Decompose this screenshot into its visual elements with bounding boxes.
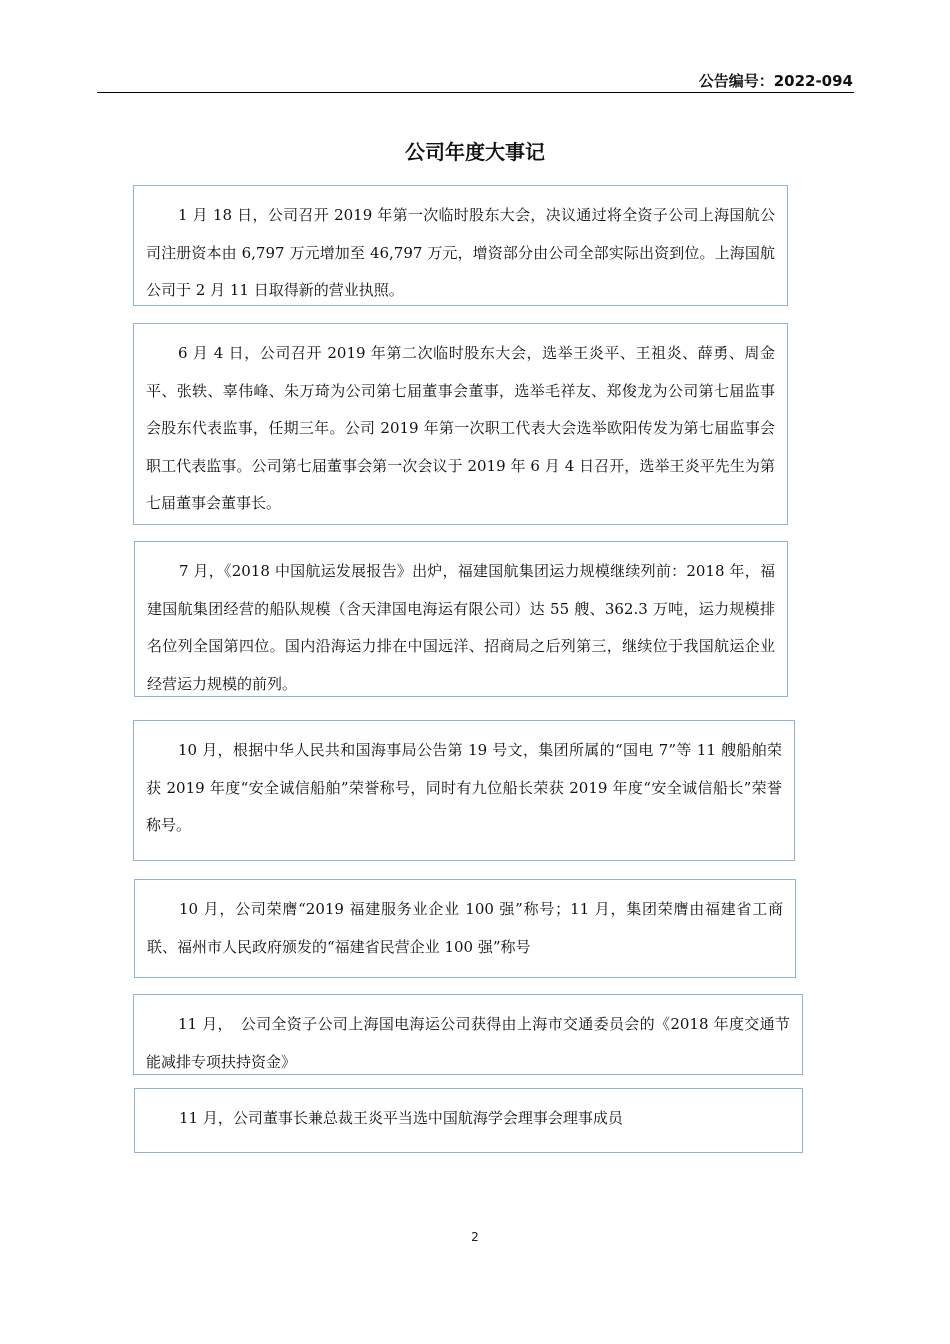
page-title: 公司年度大事记 <box>405 140 545 164</box>
event-box-6 <box>133 994 803 1075</box>
event-text: 10 月，公司荣膺“2019 福建服务业企业 100 强”称号；11 月，集团荣膺由福建省工商联、福州市人民政府颁发的“福建省民营企业 100 强”称号 <box>147 900 783 956</box>
event-box-7 <box>134 1088 803 1153</box>
event-text: 10 月，根据中华人民共和国海事局公告第 19 号文，集团所属的“国电 7”等 11 艘船舶荣获 2019 年度“安全诚信船舶”荣誉称号，同时有九位船长荣获 2019 年度“安全诚信船长”荣誉称号。 <box>146 741 782 834</box>
event-box-1 <box>133 185 788 306</box>
event-text: 11 月， 公司全资子公司上海国电海运公司获得由上海市交通委员会的《2018 年度交通节能减排专项扶持资金》 <box>146 1015 790 1071</box>
announcement-number: 公告编号：2022-094 <box>698 72 853 90</box>
header-divider <box>97 92 854 93</box>
event-text: 6 月 4 日，公司召开 2019 年第二次临时股东大会，选举王炎平、王祖炎、薛勇、周金平、张轶、辜伟峰、朱万琦为公司第七届董事会董事，选举毛祥友、郑俊龙为公司第七届监事会股东代表监事，任期三年。公司 2019 年第一次职工代表大会选举欧阳传发为第七届监事会职工代表监事。公司第七届董事会第一次会议于 2019 年 6 月 4 日召开，选举王炎平先生为第七届董事会董事长。 <box>146 344 775 512</box>
event-box-4 <box>133 720 795 861</box>
event-text: 7 月，《2018 中国航运发展报告》出炉，福建国航集团运力规模继续列前：2018 年，福建国航集团经营的船队规模（含天津国电海运有限公司）达 55 艘、362.3 万吨，运力规模排名位列全国第四位。国内沿海运力排在中国远洋、招商局之后列第三，继续位于我国航运企业经营运力规模的前列。 <box>147 562 775 693</box>
page-number: 2 <box>471 1230 479 1244</box>
event-box-3 <box>134 541 788 697</box>
event-box-2 <box>133 323 788 525</box>
event-text: 11 月，公司董事长兼总裁王炎平当选中国航海学会理事会理事成员 <box>179 1109 623 1127</box>
event-text: 1 月 18 日，公司召开 2019 年第一次临时股东大会，决议通过将全资子公司上海国航公司注册资本由 6,797 万元增加至 46,797 万元，增资部分由公司全部实际出资到位。上海国航公司于 2 月 11 日取得新的营业执照。 <box>146 206 775 299</box>
event-box-5 <box>134 879 796 978</box>
